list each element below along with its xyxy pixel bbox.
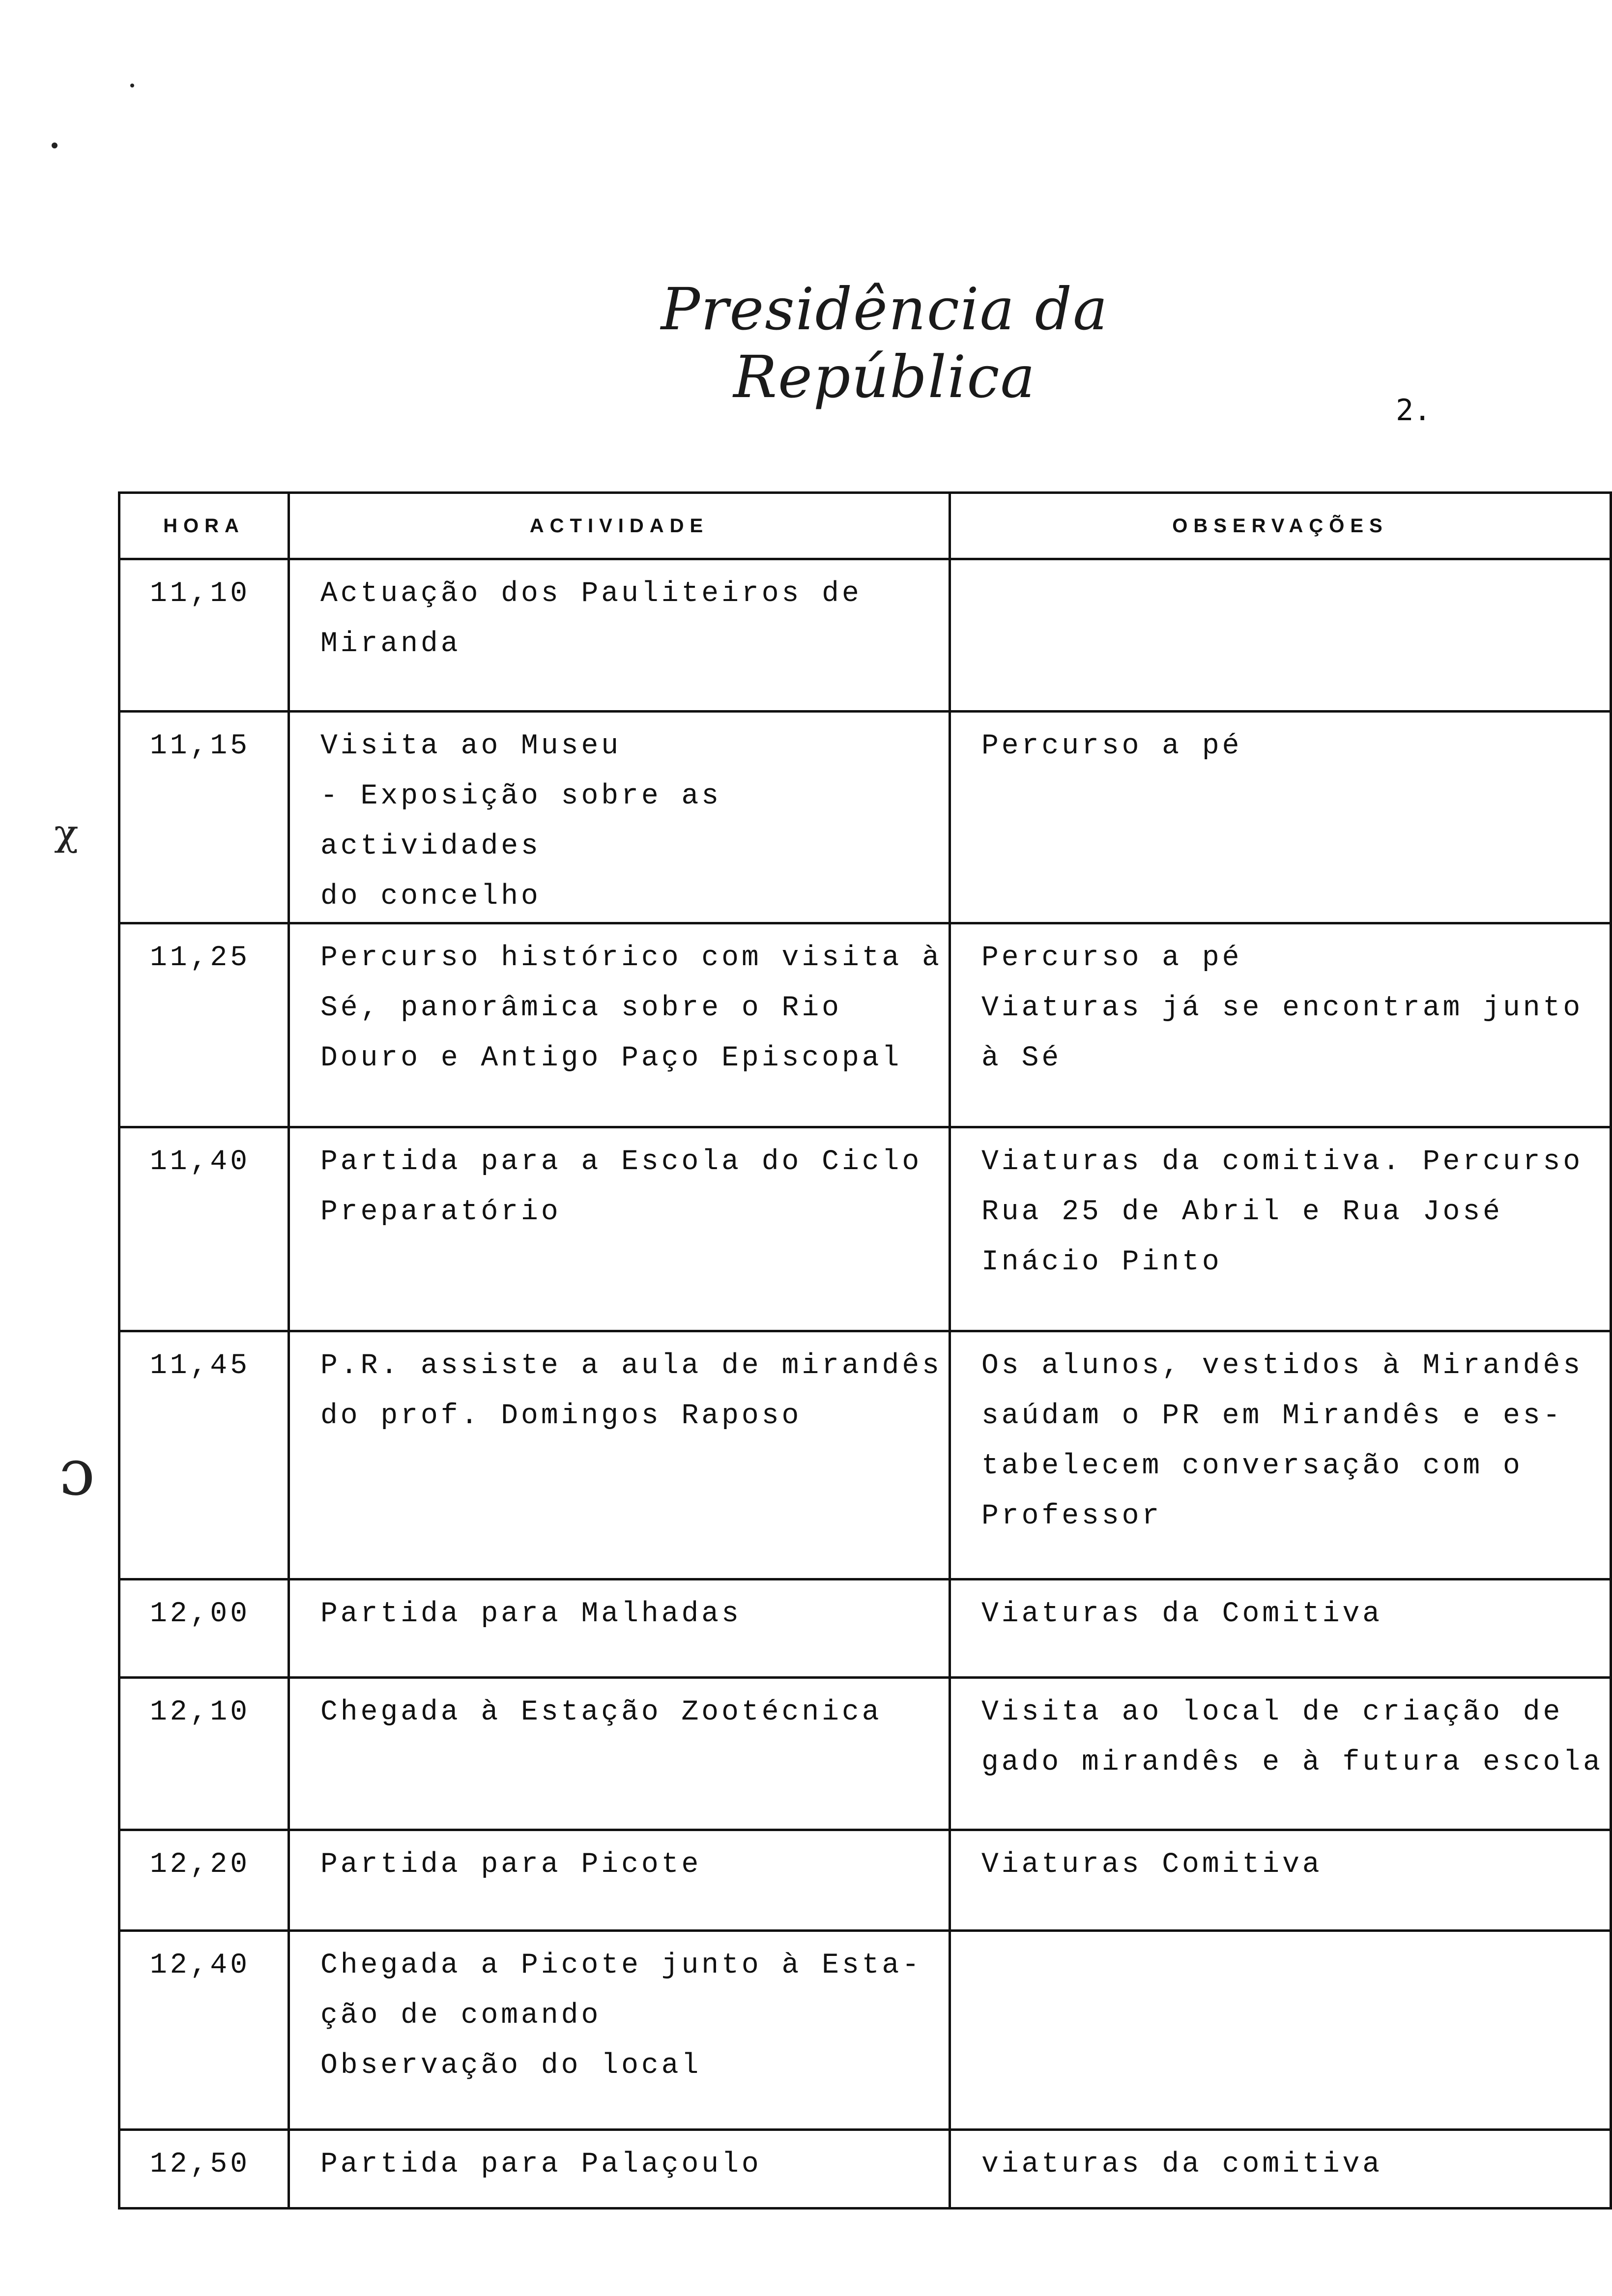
actividade-value: Percurso histórico com visita à Sé, panorâmica sobre o Rio Douro e Antigo Paço Episcopal [320,942,942,1074]
hora-value: 12,00 [150,1598,251,1630]
hora-cell [119,712,289,923]
observacoes-cell [950,1127,1611,1331]
observacoes-value: Os alunos, vestidos à Mirandês saúdam o PR em Mirandês e es- tabelecem conversação com o Professor [981,1350,1583,1532]
observacoes-cell [950,1331,1611,1579]
actividade-cell [289,2130,950,2209]
observacoes-cell [950,1830,1611,1931]
observacoes-cell [950,1579,1611,1678]
actividade-value: Actuação dos Pauliteiros de Miranda [320,578,862,660]
hora-cell [119,923,289,1127]
margin-handwritten-mark: ɔ [59,1435,95,1510]
header-hora: HORA [119,493,289,559]
hora-value: 11,15 [150,730,251,762]
actividade-value: Partida para Picote [320,1849,702,1881]
observacoes-value: Viaturas Comitiva [981,1849,1323,1881]
letterhead-text: Presidência da República [661,275,1109,411]
hora-value: 12,40 [150,1950,251,1981]
hora-value: 11,10 [150,578,251,610]
actividade-cell [289,1830,950,1931]
hora-value: 12,20 [150,1849,251,1881]
header-actividade: ACTIVIDADE [289,493,950,559]
observacoes-value [951,1932,1610,1941]
table-row [119,1331,1611,1579]
table-row [119,1127,1611,1331]
hora-cell [119,1678,289,1830]
hora-value: 12,10 [150,1696,251,1728]
actividade-value: Chegada à Estação Zootécnica [320,1696,882,1728]
hora-cell [119,1830,289,1931]
hora-cell [119,2130,289,2209]
actividade-cell [289,1931,950,2130]
observacoes-cell [950,712,1611,923]
table-row [119,712,1611,923]
page-number: 2. [1396,393,1432,428]
actividade-value: Partida para Palaçoulo [320,2149,762,2181]
observacoes-cell [950,1931,1611,2130]
observacoes-cell [950,2130,1611,2209]
observacoes-cell [950,1678,1611,1830]
hora-cell [119,1579,289,1678]
hora-cell [119,1931,289,2130]
observacoes-cell [950,923,1611,1127]
table-row [119,923,1611,1127]
table-row [119,559,1611,712]
observacoes-value: Viaturas da Comitiva [981,1598,1383,1630]
ink-speck [52,143,58,148]
actividade-cell [289,559,950,712]
table-row [119,1830,1611,1931]
hora-value: 11,45 [150,1350,251,1382]
actividade-cell [289,1678,950,1830]
actividade-value: Partida para a Escola do Ciclo Preparatório [320,1146,922,1228]
ink-speck [130,84,134,87]
observacoes-value: Percurso a pé Viaturas já se encontram junto à Sé [981,942,1583,1074]
observacoes-cell [950,559,1611,712]
schedule-table [118,491,1612,2210]
observacoes-value: Percurso a pé [981,730,1242,762]
actividade-value: Chegada a Picote junto à Esta- ção de comando Observação do local [320,1950,922,2082]
actividade-cell [289,1579,950,1678]
hora-cell [119,559,289,712]
hora-cell [119,1127,289,1331]
actividade-cell [289,1331,950,1579]
table-header-row [119,493,1611,559]
observacoes-value: Visita ao local de criação de gado mirandês e à futura escola [981,1696,1603,1779]
table-row [119,1931,1611,2130]
actividade-value: Partida para Malhadas [320,1598,742,1630]
observacoes-value [951,560,1610,569]
actividade-cell [289,923,950,1127]
actividade-cell [289,712,950,923]
header-observacoes: OBSERVAÇÕES [950,493,1611,559]
table-row [119,2130,1611,2209]
hora-value: 11,25 [150,942,251,974]
actividade-value: Visita ao Museu - Exposição sobre as actividades do concelho [320,730,722,913]
hora-value: 12,50 [150,2149,251,2181]
table-row [119,1579,1611,1678]
table-row [119,1678,1611,1830]
margin-handwritten-mark: ᵪ [54,786,79,861]
observacoes-value: viaturas da comitiva [981,2149,1383,2181]
hora-value: 11,40 [150,1146,251,1178]
observacoes-value: Viaturas da comitiva. Percurso Rua 25 de Abril e Rua José Inácio Pinto [981,1146,1583,1278]
hora-cell [119,1331,289,1579]
actividade-cell [289,1127,950,1331]
letterhead-script-logo [590,275,1180,411]
actividade-value: P.R. assiste a aula de mirandês do prof. Domingos Raposo [320,1350,942,1432]
